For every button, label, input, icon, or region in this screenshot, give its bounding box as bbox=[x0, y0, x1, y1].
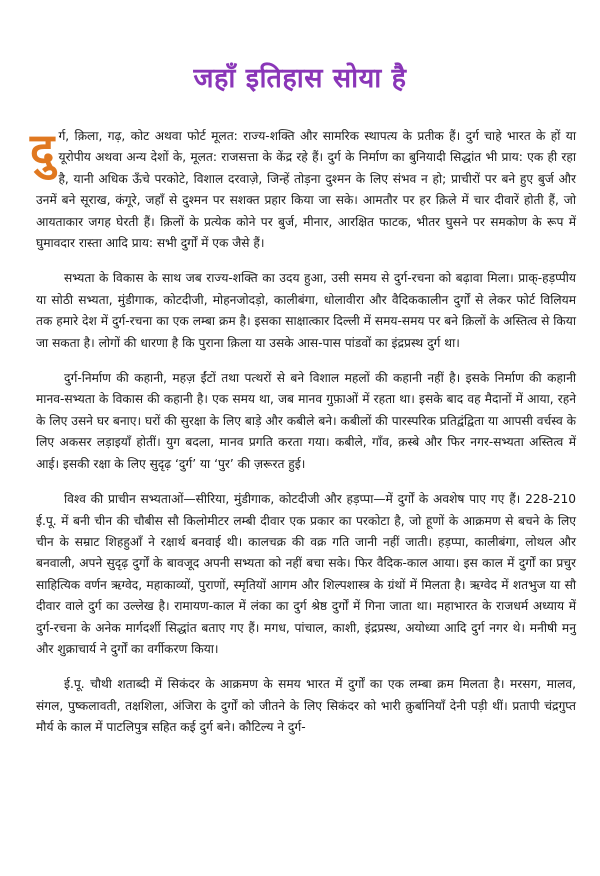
article-body bbox=[30, 123, 576, 753]
paragraph-1 bbox=[30, 123, 576, 254]
paragraph-5: ई.पू. चौथी शताब्दी में सिकंदर के आक्रमण के समय भारत में दुर्गों का एक लम्बा क्रम मिलता है। मरसग, मालव, संगल, पुष्कलावती, तक्षशिला, अंजिरा के दुर्गों को जीतने के लिए सिकंदर को भारी क़ुर्बानियाँ देनी पड़ी थीं। प्रतापी चंद्रगुप्त मौर्य के काल में पाटलिपुत्र सहित कई दुर्ग बने। कौटिल्य ने दुर्ग- bbox=[36, 677, 576, 735]
drop-cap: दु bbox=[30, 123, 55, 177]
paragraph-3: दुर्ग-निर्माण की कहानी, महज़ ईंटों तथा पत्थरों से बने विशाल महलों की कहानी नहीं है। इसके निर्माण की कहानी मानव-सभ्यता के विकास की कहानी है। एक समय था, जब मानव गुफ़ाओं में रहता था। इसके बाद वह मैदानों में आया, रहने के लिए उसने घर बनाए। घरों की सुरक्षा के लिए बाड़े और कबीले बने। कबीलों की पारस्परिक प्रतिद्वंद्विता या आपसी वर्चस्व के लिए अकसर लड़ाइयाँ होतीं। युग बदला, मानव प्रगति करता गया। कबीले, गाँव, क़स्बे और फिर नगर-सभ्यता अस्तित्व में आई। इसकी रक्षा के लिए सुदृढ़ ‘दुर्ग’ या ‘पुर’ की ज़रूरत हुई। bbox=[36, 371, 576, 471]
paragraph-4: विश्व की प्राचीन सभ्यताओं—सीरिया, मुंडीगाक, कोटदीजी और हड़प्पा—में दुर्गों के अवशेष पाए गए हैं। 228-210 ई.पू. में बनी चीन की चौबीस सौ किलोमीटर लम्बी दीवार एक प्रकार का परकोटा है, जो हूणों के आक्रमण से बचने के लिए चीन के सम्राट शिहहुआँ ने रक्षार्थ बनवाई थी। कालचक्र की वक्र गति जानी नहीं जाती। हड़प्पा, कालीबंगा, लोथल और बनवाली, अपने सुदृढ़ दुर्गों के बावजूद अपनी सभ्यता को नहीं बचा सके। फिर वैदिक-काल आया। इस काल में दुर्गों का प्रचुर साहित्यिक वर्णन ऋग्वेद, महाकाव्यों, पुराणों, स्मृतियों आगम और शिल्पशास्त्र के ग्रंथों में मिलता है। ऋग्वेद में शतभुज या सौ दीवार वाले दुर्ग का उल्लेख है। रामायण-काल में लंका का दुर्ग श्रेष्ठ दुर्गों में गिना जाता था। महाभारत के राजधर्म अध्याय में दुर्ग-रचना के अनेक मार्गदर्शी सिद्धांत बताए गए हैं। मगध, पांचाल, काशी, इंद्रप्रस्थ, अयोध्या आदि दुर्ग नगर थे। मनीषी मनु और शुक्राचार्य ने दुर्गों का वर्गीकरण किया। bbox=[36, 492, 576, 656]
paragraph-2: सभ्यता के विकास के साथ जब राज्य-शक्ति का उदय हुआ, उसी समय से दुर्ग-रचना को बढ़ावा मिला। प्राक्-हड़प्पीय या सोठी सभ्यता, मुंडीगाक, कोटदीजी, मोहनजोदड़ो, कालीबंगा, धोलावीरा और वैदिककालीन दुर्गों से लेकर फोर्ट विलियम तक हमारे देश में दुर्ग-रचना का एक लम्बा क्रम है। इसका साक्षात्कार दिल्ली में समय-समय पर बने क़िलों के अस्तित्व से किया जा सकता है। लोगों की धारणा है कि पुराना क़िला या उसके आस-पास पांडवों का इंद्रप्रस्थ दुर्ग था। bbox=[36, 271, 576, 350]
page-title: जहाँ इतिहास सोया है bbox=[193, 63, 407, 94]
paragraph-text: र्ग, क़िला, गढ़, कोट अथवा फोर्ट मूलत: राज्य-शक्ति और सामरिक स्थापत्य के प्रतीक हैं। दुर्ग चाहे भारत के हों या यूरोपीय अथवा अन्य देशों के, मूलत: राजसत्ता के केंद्र रहे हैं। दुर्ग के निर्माण का बुनियादी सिद्धांत भी प्राय: एक ही रहा है, यानी अधिक ऊँचे परकोटे, विशाल दरवाज़े, जिन्हें तोड़ना दुश्मन के लिए संभव न हो; प्राचीरों पर बने हुए बुर्ज और उनमें बने सूराख, कंगूरे, जहाँ से दुश्मन पर सशक्त प्रहार किया जा सके। आमतौर पर हर क़िले में चार दीवारें होती हैं, जो आयताकार जगह घेरती हैं। क़िलों के प्रत्येक कोने पर बुर्ज, मीनार, आरक्षित फाटक, भीतर घुसने पर समकोण के रूप में घुमावदार रास्ता आदि प्राय: सभी दुर्गों में एक जैसे हैं। bbox=[36, 129, 576, 251]
